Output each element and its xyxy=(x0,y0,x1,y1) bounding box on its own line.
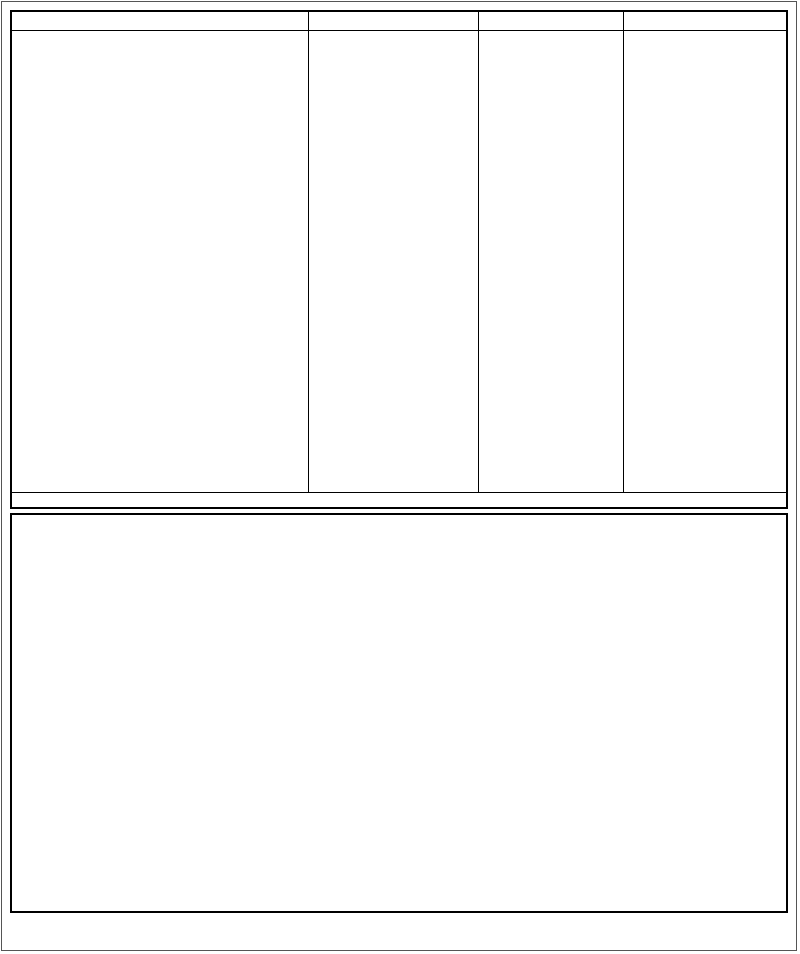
column-divider xyxy=(623,12,624,492)
footer-rule xyxy=(12,492,788,493)
standard-ascii-panel xyxy=(10,10,788,509)
column-divider xyxy=(478,12,479,492)
extended-ascii-panel xyxy=(10,513,788,913)
header-rule xyxy=(12,30,788,31)
column-divider xyxy=(308,12,309,492)
